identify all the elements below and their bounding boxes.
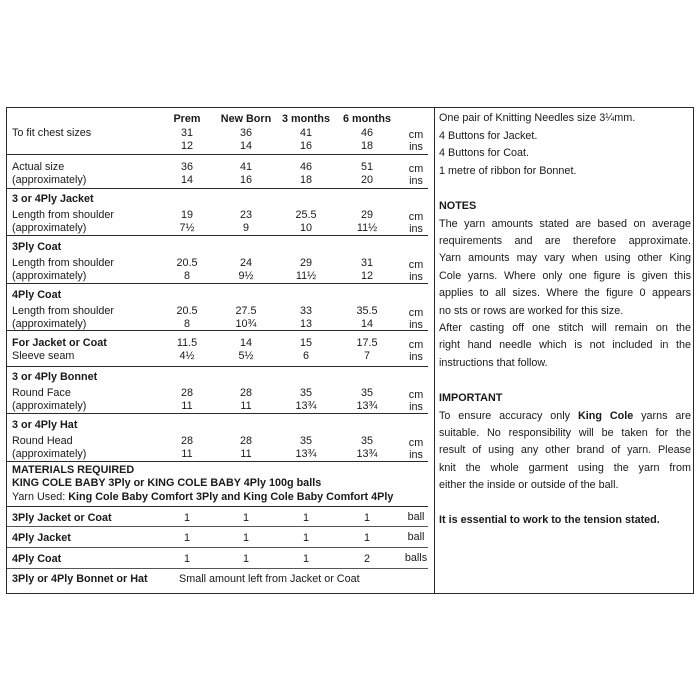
row-separator <box>7 461 428 462</box>
cm-value: 25.5 <box>295 208 317 221</box>
section-heading: 3Ply Coat <box>12 241 62 253</box>
cm-value: 28 <box>180 434 193 447</box>
ins-value: 12 <box>180 140 193 152</box>
row-sublabel: Sleeve seam <box>12 350 75 362</box>
ball-count: 1 <box>183 532 190 544</box>
row-sublabel: (approximately) <box>12 447 87 460</box>
ball-count: 1 <box>363 512 370 524</box>
unit-ins: ins <box>409 141 423 153</box>
important-paragraph: To ensure accuracy only King Cole yarns are suitable. No responsibility will be taken for the result of using any other brand of yarn. Please knit the whole garment using the yarn from either the inside or outside of the ball. <box>439 409 691 492</box>
ball-count: 1 <box>242 553 249 565</box>
ball-count: 1 <box>242 532 249 544</box>
ball-count: 1 <box>183 553 190 565</box>
cm-value: 31 <box>180 127 193 139</box>
column-header-2: 3 months <box>282 113 330 125</box>
row-separator <box>7 283 428 284</box>
unit-cm: cm <box>408 210 424 223</box>
row-label: Length from shoulder <box>12 304 115 317</box>
ribbon-text: 1 metre of ribbon for Bonnet. <box>439 164 577 177</box>
important-heading: IMPORTANT <box>439 392 503 404</box>
row-sublabel: (approximately) <box>12 174 87 186</box>
ins-value: 11½ <box>356 221 378 234</box>
row-separator <box>7 366 428 367</box>
ins-value: 13¾ <box>295 399 317 412</box>
cm-value: 35.5 <box>356 304 378 317</box>
ins-value: 11 <box>240 447 252 460</box>
notes-heading: NOTES <box>439 200 477 212</box>
row-label: Round Head <box>12 434 73 447</box>
row-separator <box>7 506 428 507</box>
unit-ins: ins <box>409 448 423 461</box>
ins-value: 7 <box>363 350 370 362</box>
cm-value: 46 <box>360 127 373 139</box>
unit-ins: ins <box>409 222 423 235</box>
row-separator <box>7 413 428 414</box>
column-header-1: New Born <box>220 113 272 125</box>
row-separator <box>7 235 428 236</box>
column-header-0: Prem <box>173 113 201 125</box>
row-sublabel: (approximately) <box>12 399 87 412</box>
row-label: Length from shoulder <box>12 208 115 221</box>
row-label: For Jacket or Coat <box>12 337 107 349</box>
ins-value: 13 <box>299 317 312 330</box>
ball-count: 1 <box>302 532 309 544</box>
unit-cm: cm <box>408 339 424 351</box>
column-divider <box>434 108 435 593</box>
row-sublabel: (approximately) <box>12 317 87 330</box>
tension-note: It is essential to work to the tension stated. <box>439 514 660 526</box>
ins-value: 11½ <box>295 269 317 282</box>
cm-value: 28 <box>180 386 193 399</box>
cm-value: 51 <box>360 161 373 173</box>
ball-count: 1 <box>183 512 190 524</box>
ins-value: 11 <box>240 399 252 412</box>
cm-value: 11.5 <box>176 337 198 349</box>
ins-value: 9 <box>242 221 249 234</box>
ins-value: 4½ <box>179 350 195 362</box>
ins-value: 8 <box>183 269 190 282</box>
buttons-jacket-text: 4 Buttons for Jacket. <box>439 129 538 142</box>
row-label: Actual size <box>12 161 65 173</box>
ball-count: 1 <box>302 553 309 565</box>
ins-value: 11 <box>181 399 193 412</box>
unit-cm: cm <box>408 306 424 319</box>
cm-value: 29 <box>360 208 373 221</box>
row-separator <box>7 568 428 569</box>
row-separator <box>7 330 428 331</box>
cm-value: 29 <box>299 256 312 269</box>
ins-value: 18 <box>299 174 312 186</box>
column-header-3: 6 months <box>343 113 391 125</box>
casting-off-paragraph: After casting off one stitch will remain on the right hand needle which is not included in the instructions that follow. <box>439 322 691 369</box>
cm-value: 36 <box>239 127 252 139</box>
unit-ins: ins <box>409 351 423 363</box>
ins-value: 13¾ <box>295 447 317 460</box>
cm-value: 20.5 <box>176 304 198 317</box>
unit-ins: ins <box>409 175 423 187</box>
ball-count: 1 <box>242 512 249 524</box>
cm-value: 33 <box>299 304 312 317</box>
material-label: 4Ply Coat <box>12 553 62 565</box>
needles-text: One pair of Knitting Needles size 3¼mm. <box>439 112 636 124</box>
cm-value: 24 <box>239 256 252 269</box>
material-label: 4Ply Jacket <box>12 532 71 544</box>
notes-paragraph: The yarn amounts stated are based on average requirements and are therefore approximate. Yarn amounts may vary when using other King Cole yarns. Where only one figure is given this applies to all sizes. Where the figure 0 appears no sts or rows are worked for this size. <box>439 217 691 317</box>
ball-unit: ball <box>407 531 425 543</box>
ins-value: 7½ <box>179 221 195 234</box>
materials-heading: MATERIALS REQUIRED <box>12 464 135 476</box>
cm-value: 35 <box>360 386 373 399</box>
row-sublabel: (approximately) <box>12 221 87 234</box>
cm-value: 15 <box>299 337 312 349</box>
materials-yarn-used: Yarn Used: King Cole Baby Comfort 3Ply and King Cole Baby Comfort 4Ply <box>12 491 394 503</box>
cm-value: 27.5 <box>235 304 257 317</box>
bonnet-hat-label: 3Ply or 4Ply Bonnet or Hat <box>12 573 148 585</box>
ins-value: 11 <box>181 447 193 460</box>
cm-value: 28 <box>239 434 252 447</box>
ins-value: 18 <box>360 140 373 152</box>
ins-value: 8 <box>183 317 190 330</box>
ins-value: 20 <box>360 174 373 186</box>
ball-count: 1 <box>363 532 370 544</box>
ins-value: 6 <box>302 350 309 362</box>
row-label: Round Face <box>12 386 71 399</box>
cm-value: 19 <box>180 208 193 221</box>
pattern-info-panel <box>6 107 694 594</box>
ins-value: 16 <box>239 174 252 186</box>
row-sublabel: (approximately) <box>12 269 87 282</box>
ball-unit: balls <box>404 552 428 564</box>
unit-cm: cm <box>408 129 424 141</box>
ins-value: 10¾ <box>235 317 257 330</box>
ins-value: 9½ <box>238 269 254 282</box>
row-separator <box>7 154 428 155</box>
ball-count: 2 <box>363 553 370 565</box>
cm-value: 20.5 <box>176 256 198 269</box>
row-label: Length from shoulder <box>12 256 115 269</box>
row-label: To fit chest sizes <box>12 127 92 139</box>
cm-value: 35 <box>299 386 312 399</box>
row-separator <box>7 547 428 548</box>
material-label: 3Ply Jacket or Coat <box>12 512 112 524</box>
row-separator <box>7 526 428 527</box>
bonnet-hat-amount: Small amount left from Jacket or Coat <box>179 573 360 585</box>
section-heading: 4Ply Coat <box>12 289 62 301</box>
ins-value: 5½ <box>238 350 254 362</box>
unit-cm: cm <box>408 436 424 449</box>
cm-value: 35 <box>299 434 312 447</box>
unit-ins: ins <box>409 400 423 413</box>
ins-value: 14 <box>360 317 373 330</box>
row-separator <box>7 188 428 189</box>
materials-yarn-brands: KING COLE BABY 3Ply or KING COLE BABY 4Ply 100g balls <box>12 477 322 489</box>
unit-cm: cm <box>408 388 424 401</box>
cm-value: 35 <box>360 434 373 447</box>
cm-value: 14 <box>239 337 252 349</box>
cm-value: 31 <box>360 256 373 269</box>
section-heading: 3 or 4Ply Jacket <box>12 193 94 205</box>
cm-value: 46 <box>299 161 312 173</box>
ins-value: 14 <box>239 140 252 152</box>
ins-value: 13¾ <box>356 447 378 460</box>
ball-unit: ball <box>407 511 425 523</box>
unit-ins: ins <box>409 318 423 331</box>
unit-cm: cm <box>408 258 424 271</box>
unit-ins: ins <box>409 270 423 283</box>
cm-value: 17.5 <box>356 337 378 349</box>
section-heading: 3 or 4Ply Bonnet <box>12 371 98 383</box>
cm-value: 41 <box>299 127 312 139</box>
cm-value: 23 <box>239 208 252 221</box>
ins-value: 14 <box>180 174 193 186</box>
buttons-coat-text: 4 Buttons for Coat. <box>439 147 530 159</box>
unit-cm: cm <box>408 163 424 175</box>
cm-value: 36 <box>180 161 193 173</box>
cm-value: 41 <box>239 161 252 173</box>
ball-count: 1 <box>302 512 309 524</box>
ins-value: 13¾ <box>356 399 378 412</box>
cm-value: 28 <box>239 386 252 399</box>
ins-value: 16 <box>299 140 312 152</box>
ins-value: 12 <box>360 269 373 282</box>
ins-value: 10 <box>299 221 312 234</box>
section-heading: 3 or 4Ply Hat <box>12 419 78 431</box>
